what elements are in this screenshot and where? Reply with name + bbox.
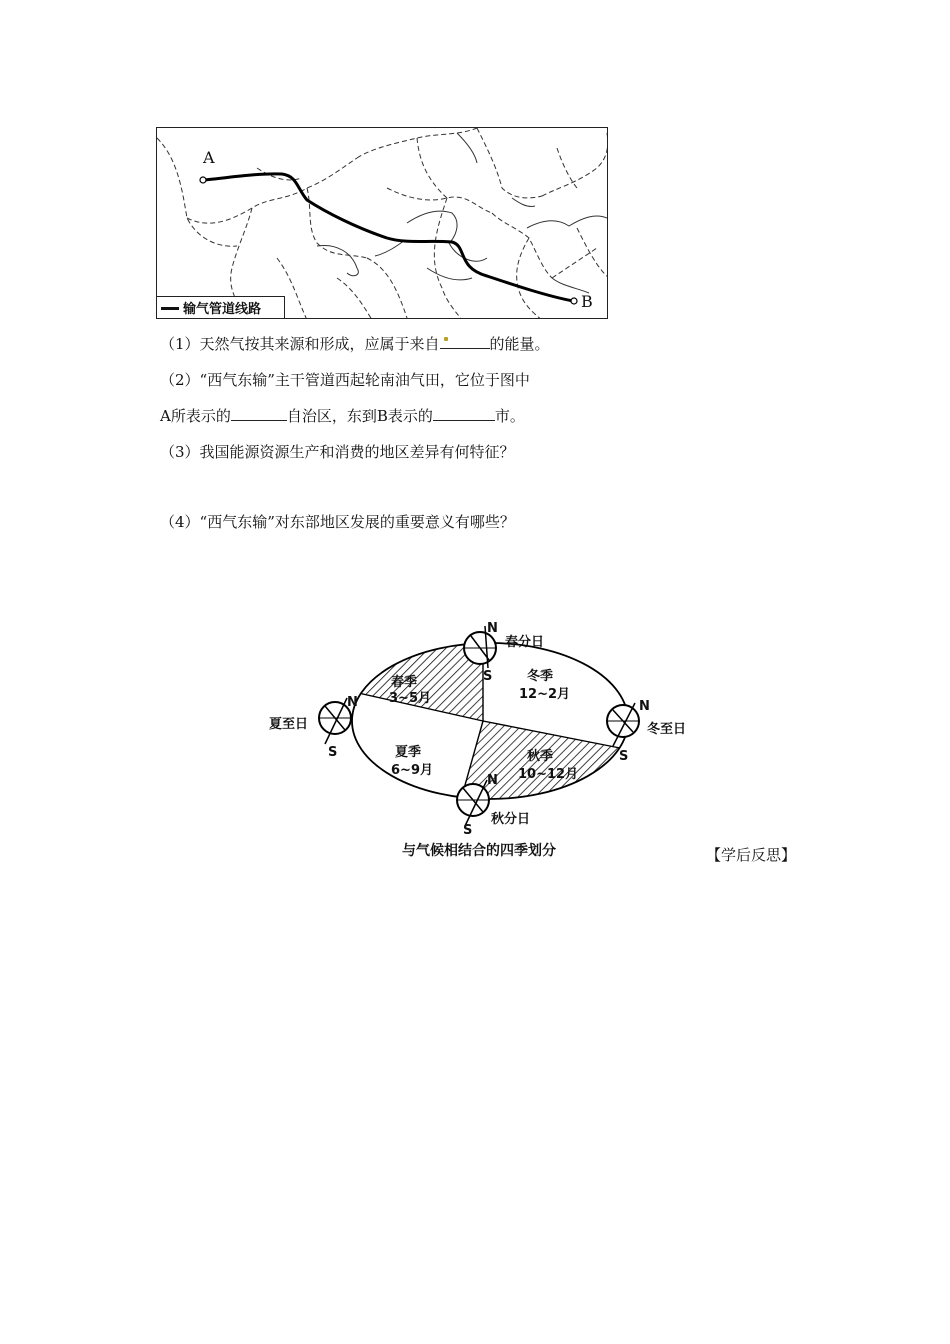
map-label-b: B	[581, 292, 593, 311]
spring-globe-s: S	[483, 669, 493, 684]
spring-season-label: 春季	[391, 675, 418, 690]
question-2-text-b: 自治区，东到B表示的	[286, 407, 433, 425]
map-drawing	[157, 128, 608, 319]
spring-months-label: 3~5月	[389, 691, 431, 706]
question-2-text-a: A所表示的	[160, 407, 231, 425]
question-2-text-c: 市。	[494, 407, 525, 425]
summer-globe-n: N	[347, 695, 358, 710]
autumn-equinox-label: 秋分日	[491, 812, 531, 827]
map-label-a: A	[203, 148, 215, 167]
reflection-heading: 【学后反思】	[706, 846, 797, 864]
answer-blank-1[interactable]	[440, 334, 490, 349]
question-1-text: （1）天然气按其来源和形成，应属于来自	[160, 335, 440, 353]
legend-line-symbol	[161, 307, 179, 310]
question-3: （3）我国能源资源生产和消费的地区差异有何特征？	[160, 443, 515, 461]
autumn-globe-s: S	[463, 823, 473, 838]
map-legend	[157, 296, 285, 318]
pipeline-map	[156, 127, 608, 319]
winter-months-label: 12~2月	[519, 687, 571, 702]
winter-season-label: 冬季	[527, 669, 554, 684]
question-2-line-1: （2）“西气东输”主干管道西起轮南油气田，它位于图中	[160, 371, 530, 389]
question-2-line-2	[160, 406, 525, 426]
autumn-months-label: 10~12月	[518, 767, 579, 782]
autumn-globe-n: N	[487, 773, 498, 788]
question-1	[160, 334, 550, 354]
summer-globe-s: S	[328, 745, 338, 760]
summer-months-label: 6~9月	[391, 763, 433, 778]
question-4: （4）“西气东输”对东部地区发展的重要意义有哪些？	[160, 513, 515, 531]
season-diagram	[255, 618, 715, 838]
answer-blank-3[interactable]	[433, 406, 495, 421]
autumn-season-label: 秋季	[527, 749, 554, 764]
winter-globe-n: N	[639, 699, 650, 714]
winter-solstice-globe	[607, 703, 639, 746]
spring-globe-n: N	[487, 621, 498, 636]
autumn-equinox-globe	[457, 780, 489, 826]
summer-season-label: 夏季	[395, 745, 422, 760]
spring-equinox-label: 春分日	[505, 635, 545, 650]
season-diagram-caption: 与气候相结合的四季划分	[402, 843, 556, 859]
question-1-tail: 的能量。	[489, 335, 550, 353]
summer-solstice-label: 夏至日	[269, 717, 309, 732]
winter-solstice-label: 冬至日	[647, 722, 687, 737]
winter-globe-s: S	[619, 749, 629, 764]
legend-text: 输气管道线路	[183, 302, 262, 317]
answer-blank-2[interactable]	[231, 406, 287, 421]
